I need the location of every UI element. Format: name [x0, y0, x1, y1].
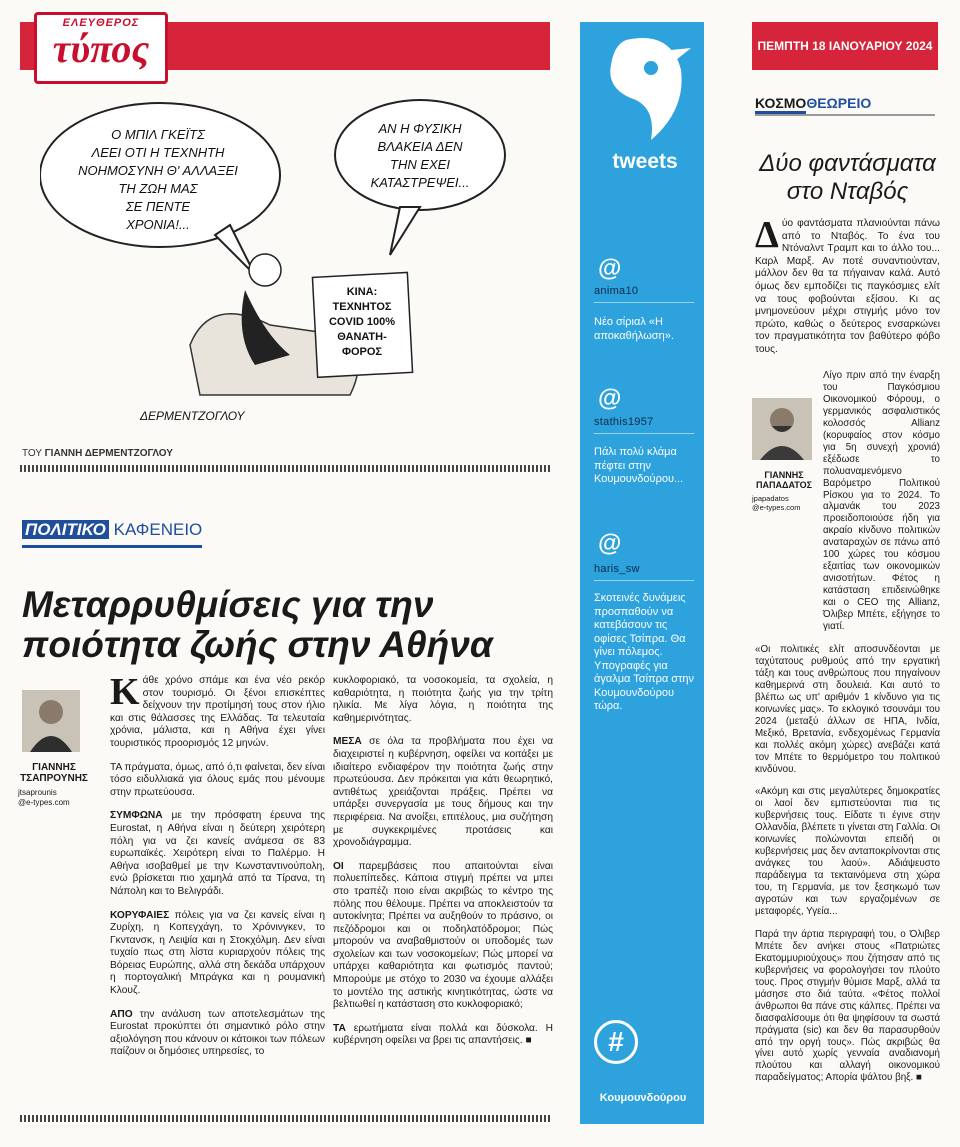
kosmo-dropcap: Δ [755, 214, 779, 256]
newspaper-logo [34, 12, 168, 84]
newspaper-line1: ΚΙΝΑ: [346, 286, 378, 298]
col1-p1: άθε χρόνο σπάμε και ένα νέο ρεκόρ στον τουρισμό. Οι ξένοι επισκέπτες δείχνουν την προτίμησή τους στον ήλιο και στις θάλασσες της Ελλάδας. Τα τελευταία χρόνια, μάλιστα, και η Αθήνα έχει γίνει τουριστικός προορισμός 12 μηνών. [110, 675, 325, 749]
kosmo-author-email: @e-types.com [752, 503, 801, 512]
section-label-bold: ΠΟΛΙΤΙΚΟ [22, 520, 109, 539]
col2-p1: κυκλοφοριακό, τα νοσοκομεία, τα σχολεία, η καθαριότητα, η ποιότητα ζωής για την τρίτη ηλικία. Με λίγα λόγια, η ποιότητα της καθημερινότητας. [333, 675, 553, 724]
col1-p4-lead: ΚΟΡΥΦΑΙΕΣ [110, 909, 170, 921]
kosmo-p3: «Οι πολιτικές ελίτ αποσυνδέονται με ταχύτατους ρυθμούς από την εργατική τάξη και τους ανθρώπους που πηγαίνουν καθημερινά στη δουλειά. Και αυτό το βλέπω ως υπ' αριθμόν 1 κίνδυνο για τις κοινωνίες μας». Το εκλογικό τσουνάμι του 2024 (μεταξύ άλλων σε ΗΠΑ, Ινδία, Μεξικό, Βρετανία, ενδεχομένως Γερμανία και πολλές ακόμη χώρες) ανεβάζει κατά τον Μπέτε το θερμόμετρο του πολιτικού κινδύνου. [755, 643, 940, 775]
article-dropcap: Κ [110, 671, 140, 713]
hashtag-icon: # [594, 1020, 638, 1064]
col1-p3-lead: ΣΥΜΦΩΝΑ [110, 810, 163, 822]
newspaper-line2: ΤΕΧΝΗΤΟΣ [332, 301, 392, 313]
date-banner [752, 22, 938, 70]
tweet-text: Νέο σίριαλ «Η αποκαθήλωση». [594, 316, 674, 342]
author-avatar [22, 690, 80, 752]
hashtag-label: Κουμουνδούρου [599, 1092, 687, 1104]
author-name: ΓΙΑΝΝΗΣ ΤΣΑΠΡΟΥΝΗΣ [20, 762, 88, 784]
bubble2-line2: ΒΛΑΚΕΙΑ ΔΕΝ [377, 139, 463, 154]
kosmo-section-label [755, 95, 871, 111]
kosmo-p2: Λίγο πριν από την έναρξη του Παγκόσμιου Οικονομικού Φόρουμ, ο γερμανικός ασφαλιστικός κολοσσός Allianz (κορυφαίος στον κόσμο για 5η συνεχή χρονιά) εξέδωσε το πολυαναμενόμενο Βαρόμετρο Πολιτικού Ρίσκου για το 2024. Το αλμανάκ του 2023 προειδοποιούσε ήδη για ακραίο κίνδυνο πολιτικών αναταραχών σε πάνω από 100 χώρες του κόσμου εξαιτίας των οικονομικών ανισοτήτων. Φέτος η κατάσταση επιδεινώθηκε και ο CEO της Allianz, Όλιβερ Μπέτε, εξήγησε το γιατί. [823, 370, 940, 633]
at-icon: @ [598, 530, 622, 557]
tweet-divider [594, 580, 694, 581]
author-twitter: jtsaprounis [18, 788, 57, 797]
author-contact [18, 788, 70, 808]
speech-bubble-right-tail [390, 207, 420, 255]
tweet-handle: anima10 [594, 285, 639, 297]
bubble1-line1: Ο ΜΠΙΛ ΓΚΕΪΤΣ [111, 127, 205, 142]
section-divider [20, 465, 550, 472]
tweet-text: Πάλι πολύ κλάμα πέφτει στην Κουμουνδούρου... [594, 446, 684, 485]
section-underline [22, 545, 202, 548]
kosmo-underline [755, 114, 935, 116]
newspaper-line3: COVID 100% [328, 316, 396, 328]
bubble1-line6: ΧΡΟΝΙΑ!... [126, 217, 190, 232]
speech-bubble-right [335, 100, 505, 210]
col1-p5: την ανάλυση των αποτελεσμάτων της Eurostat προκύπτει ότι σημαντικό ρόλο στην αξιολόγηση που κάνουν οι κάτοικοι των πόλεων παίζουν οι δημόσιες υπηρεσίες, το [110, 1008, 325, 1058]
article-headline: Μεταρρυθμίσεις για την ποιότητα ζωής στην Αθήνα [22, 584, 493, 665]
col2-p2-lead: ΜΕΣΑ [333, 736, 362, 748]
section-label [22, 520, 202, 540]
bubble2-line3: ΤΗΝ ΕΧΕΙ [390, 157, 450, 172]
woman-head [249, 254, 281, 286]
kosmo-headline: Δύο φαντάσματα στο Νταβός [759, 150, 936, 205]
col1-p5-lead: ΑΠΟ [110, 1008, 133, 1020]
credit-name: ΓΙΑΝΝΗ ΔΕΡΜΕΝΤΖΟΓΛΟΥ [44, 448, 173, 459]
kosmo-p1: ύο φαντάσματα πλανιούνται πάνω από το Νταβός. Το ένα του Ντόναλντ Τραμπ και το άλλο του... Καρλ Μαρξ. Αν ποτέ συναντιούνταν, μάλλον δεν θα τα πήγαιναν καλά. Αυτό όμως δεν εμποδίζει τις παγκόσμιες ελίτ να τους φοβούνται εξίσου. Κι ας μνημονεύουν μέχρι στιγμής μόνο τον πρώτο, καθώς ο δεύτερος ενσαρκώνει τον πραγματικότητα τον βαθύτερο φόβο τους. [755, 218, 940, 355]
logo-small-text: ΕΛΕΥΘΕΡΟΣ [62, 17, 140, 29]
article-column-2 [333, 675, 553, 1059]
credit-prefix: ΤΟΥ [22, 448, 42, 459]
bubble2-line4: ΚΑΤΑΣΤΡΕΨΕΙ... [370, 175, 470, 190]
bubble1-line2: ΛΕΕΙ ΟΤΙ Η ΤΕΧΝΗΤΗ [91, 145, 225, 160]
at-icon: @ [598, 255, 622, 282]
col2-p2: σε όλα τα προβλήματα που έχει να διαχειριστεί η κυβέρνηση, οφείλει να κοιτάξει με ιδιαίτερο ενδιαφέρον την ποιότητα ζωής στην πρωτεύουσα. Δεν πρόκειται για κάτι θεωρητικό, αντιθέτως χρειάζονται πράξεις. Πρέπει να υπάρξει συνεργασία με τους δήμους και την περιφέρεια. Να ανοίξει, επιτέλους, μια συζήτηση με συγκεκριμένες προτάσεις και χρονοδιάγραμμα. [333, 736, 553, 849]
bottom-divider [20, 1115, 550, 1122]
section-label-light: ΚΑΦΕΝΕΙΟ [113, 520, 203, 539]
bubble1-line4: ΤΗ ΖΩΗ ΜΑΣ [118, 181, 198, 196]
tweet-handle: haris_sw [594, 563, 640, 575]
newspaper-line5: ΦΟΡΟΣ [341, 346, 383, 358]
col2-p3-lead: ΟΙ [333, 860, 344, 872]
kosmo-p4: «Ακόμη και στις μεγαλύτερες δημοκρατίες οι λαοί δεν εμπιστεύονται πια τις κυβερνήσεις τους. Είδατε τι έγινε στην Ολλανδία, βλέπετε τι γίνεται στη Γαλλία. Οι κοινωνίες πολώνονται επειδή οι κυβερνήσεις μας δεν ανταποκρίνονται στις ανάγκες του λαού». Αδιάψευστο παράδειγμα τα τεκταινόμενα στη χώρα του, τη Γερμανία, με τον ξεσηκωμό των αγροτών και των εργαζομένων σε μεταφορές, Υγεία... [755, 786, 940, 917]
kosmo-author-twitter: jpapadatos [752, 494, 789, 503]
tweet-divider [594, 433, 694, 434]
bird-logo-icon [596, 30, 691, 150]
tweet-handle: stathis1957 [594, 416, 654, 428]
kosmo-label-b: ΘΕΩΡΕΙΟ [806, 95, 872, 111]
logo-big-text: τύπος [52, 26, 150, 71]
col1-p3: με την πρόσφατη έρευνα της Eurostat, η Αθήνα είναι η δεύτερη χειρότερη πόλη για να ζει κανείς ανάμεσα σε 83 ευρωπαϊκές. Χειρότερη είναι το Παλέρμο. Η Αθήνα ισοβαθμεί με την Κωνσταντινούπολη, ενώ βρίσκεται πιο χαμηλά από τα Τίρανα, τη Νάπολη και το Βελιγράδι. [110, 810, 325, 897]
col2-p3: παρεμβάσεις που απαιτούνται είναι πολυεπίπεδες. Κάποια στιγμή πρέπει να μπει στο τραπέζι ποιο είναι ακριβώς το κέντρο της πόλης που θέλουμε. Πρέπει να αποκλειστούν τα αυτοκίνητα; Πρέπει να αυξηθούν το πράσινο, οι πεζόδρομοι και οι ποδηλατόδρομοι; Πώς μπορούν να αναβαθμιστούν οι υποδομές των σχολείων και των νοσοκομείων; Πώς μπορεί να υπάρχει καθαριότητα και φωτισμός παντού; Μπορούμε με στόχο το 2030 να έχουμε αλλάξει το μοντέλο της αστικής κινητικότητας, ώστε να βελτιωθεί η κατάσταση στο κυκλοφοριακό; [333, 860, 553, 1011]
newspaper-line4: ΘΑΝΑΤΗ- [337, 331, 387, 343]
bubble2-line1: ΑΝ Η ΦΥΣΙΚΗ [378, 121, 462, 136]
kosmo-column-top [755, 214, 940, 368]
kosmo-label-a: ΚΟΣΜΟ [755, 95, 806, 114]
kosmo-column-body [755, 370, 940, 1095]
col2-p4: ερωτήματα είναι πολλά και δύσκολα. Η κυβέρνηση οφείλει να βρει τις απαντήσεις. ■ [333, 1022, 553, 1047]
cartoon-signature: ΔΕΡΜΕΝΤΖΟΓΛΟΥ [140, 409, 245, 423]
political-cartoon [40, 95, 540, 440]
col1-p4: πόλεις για να ζει κανείς είναι η Ζυρίχη, η Κοπεγχάγη, το Χρόνινγκεν, το Γκντανσκ, η Λειψία και η Στοκχόλμη. Δεν είναι τυχαίο πως στη λίστα κυριαρχούν πόλεις της Βόρειας Ευρώπης, αλλά στη δεκάδα υπάρχουν η πορτογαλική Μπράγκα και η ρουμανική Κλουζ. [110, 909, 325, 997]
tweet-divider [594, 302, 694, 303]
at-icon: @ [598, 385, 622, 412]
kosmo-p5: Παρά την άρτια περιγραφή του, ο Όλιβερ Μπέτε δεν ανήκει στους «Πατριώτες Εκατομμυριούχους» που ζήτησαν από τις κυβερνήσεις να φορολογήσει τον πλούτο τους. Προς στιγμήν θύμισε Μαρξ, αλλά τα μάσησε στο διά ταύτα. «Φέτος πολλοί άνθρωποι θα πάνε στις κάλπες. Πρέπει να διασφαλίσουμε ότι θα ψηφίσουν τα σωστά πράγματα (sic) και δεν θα παρασυρθούν από την οργή τους». Πώς ακριβώς θα γίνει αυτό χωρίς γενναία αναδιανομή πλούτου και αλλαγή οικονομικού παραδείγματος; Απορία ψάλτου βηξ. ■ [755, 928, 940, 1084]
tweets-title: tweets [612, 150, 678, 173]
cartoon-credit [22, 448, 173, 459]
tweet-text: Σκοτεινές δυνάμεις προσπαθούν να κατεβάσουν τις οφίσες Τσίπρα. Θα γίνει πόλεμος. Υπογραφές για άγαλμα Τσίπρα στην Κουμουνδούρου τώρα. [594, 592, 695, 712]
bubble1-line3: ΝΟΗΜΟΣΥΝΗ Θ' ΑΛΛΑΞΕΙ [78, 163, 238, 178]
col2-p4-lead: ΤΑ [333, 1022, 346, 1034]
bubble1-line5: ΣΕ ΠΕΝΤΕ [125, 199, 191, 214]
col1-p2: ΤΑ πράγματα, όμως, από ό,τι φαίνεται, δεν είναι τόσο ειδυλλιακά για όλους εμάς που μένουμε στην πρωτεύουσα. [110, 761, 325, 798]
author-email: @e-types.com [18, 798, 70, 807]
article-column-1 [110, 671, 325, 1070]
issue-date: ΠΕΜΠΤΗ 18 ΙΑΝΟΥΑΡΙΟΥ 2024 [757, 39, 933, 53]
kosmo-author-name: ΓΙΑΝΝΗΣ ΠΑΠΑΔΑΤΟΣ [756, 470, 812, 490]
